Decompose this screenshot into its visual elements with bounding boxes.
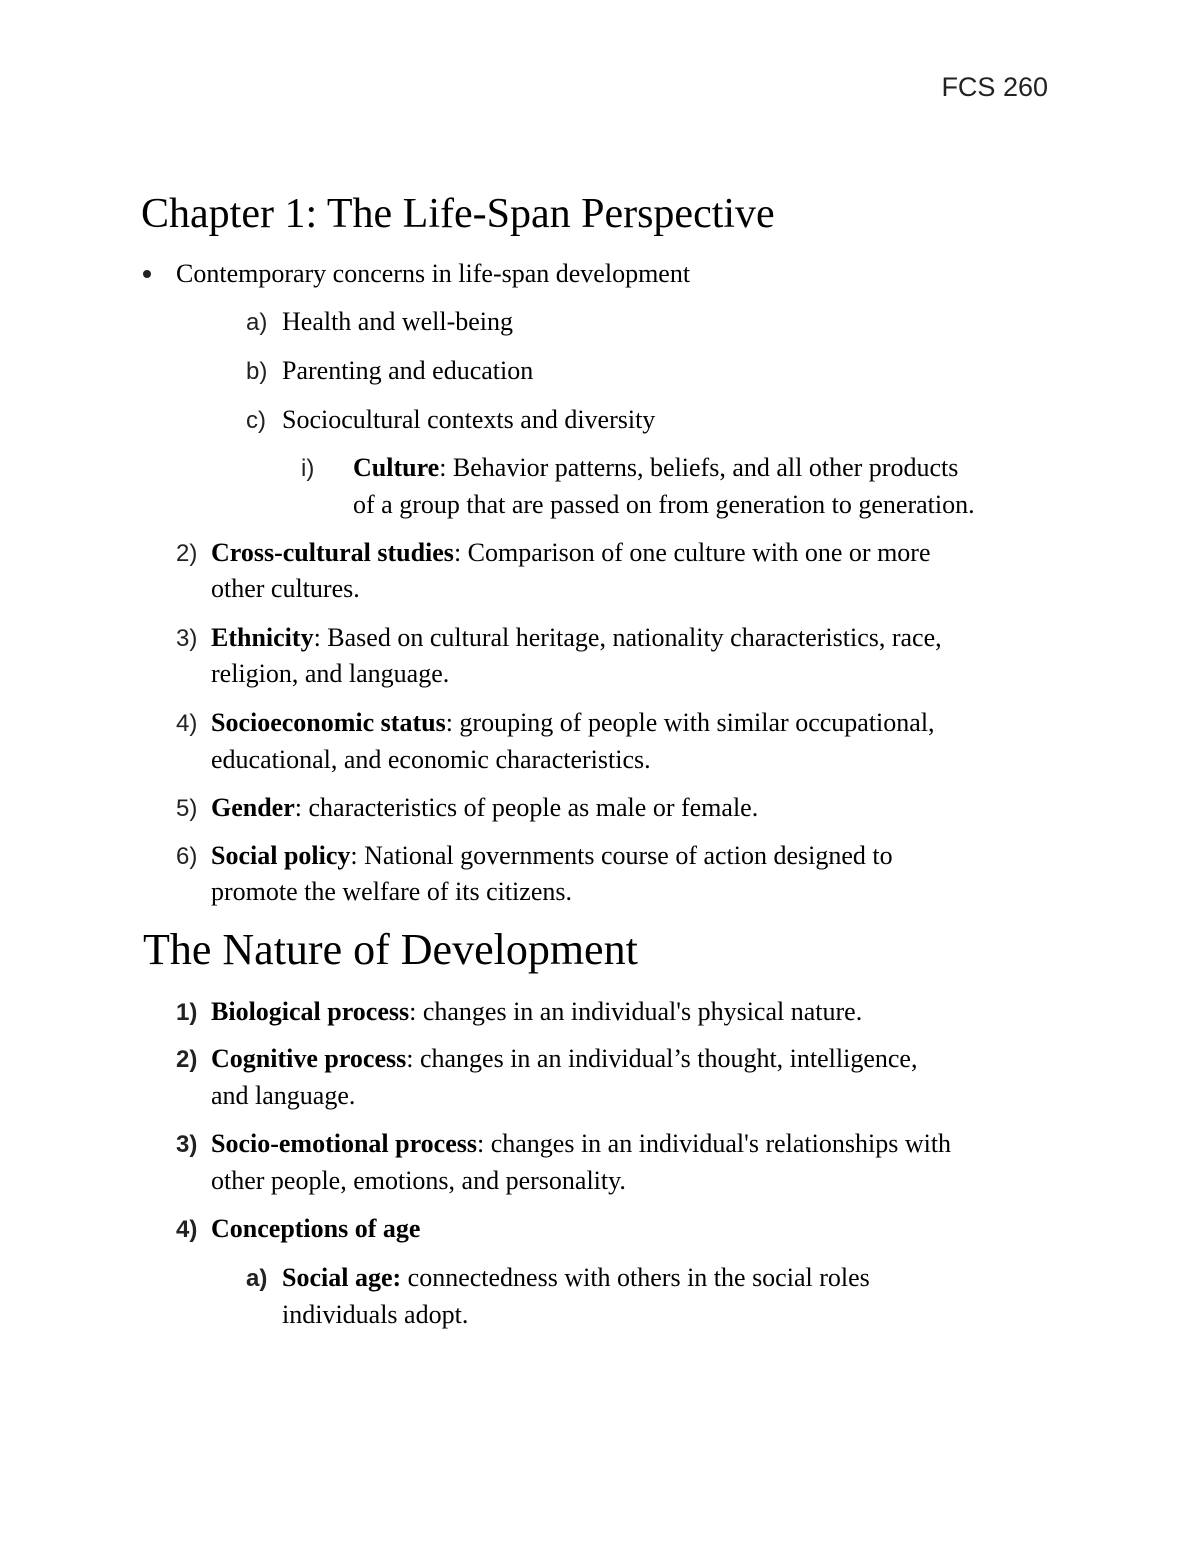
numbered-definition: : National governments course of action designed to (350, 841, 893, 870)
numbered-definition: : grouping of people with similar occupational, (445, 708, 935, 737)
bullet-text: Contemporary concerns in life-span development (176, 259, 691, 288)
numbered-term: Social policy (211, 841, 351, 870)
sub-item-text: Health and well-being (282, 307, 514, 336)
development-term: Cognitive process (211, 1044, 407, 1073)
age-item-term: Social age: (282, 1263, 402, 1292)
numbered-line-1 (211, 620, 942, 656)
sub-item-text: Sociocultural contexts and diversity (282, 405, 656, 434)
numbered-line-2: religion, and language. (211, 659, 450, 688)
bullet-icon (143, 270, 151, 278)
numbered-line-2: promote the welfare of its citizens. (211, 877, 572, 906)
numbered-term: Gender (211, 793, 295, 822)
course-header: FCS 260 (941, 72, 1048, 102)
development-marker: 3) (176, 1131, 198, 1158)
age-item-line-2: individuals adopt. (282, 1300, 469, 1329)
development-line-1 (211, 1126, 951, 1162)
chapter-title: Chapter 1: The Life-Span Perspective (141, 191, 775, 237)
numbered-marker: 2) (176, 540, 198, 567)
numbered-line-2: other cultures. (211, 574, 360, 603)
numbered-line-1 (211, 535, 931, 571)
numbered-definition: : Comparison of one culture with one or more (453, 538, 931, 567)
culture-marker: i) (301, 455, 315, 482)
numbered-term: Cross-cultural studies (211, 538, 454, 567)
development-term: Biological process (211, 997, 410, 1026)
numbered-marker: 3) (176, 625, 198, 652)
numbered-line-1 (211, 790, 758, 826)
numbered-marker: 5) (176, 795, 198, 822)
development-marker: 4) (176, 1216, 198, 1243)
culture-term: Culture (353, 453, 440, 482)
development-line-2: and language. (211, 1081, 356, 1110)
sub-item-marker: b) (246, 358, 268, 385)
age-item-line-1 (282, 1260, 870, 1296)
sub-item-text: Parenting and education (282, 356, 534, 385)
development-line-1 (211, 1041, 917, 1077)
development-definition: : changes in an individual's relationships with (477, 1129, 952, 1158)
development-definition: : changes in an individual’s thought, intelligence, (406, 1044, 918, 1073)
development-definition: : changes in an individual's physical nature. (409, 997, 863, 1026)
sub-item-marker: c) (246, 407, 266, 434)
age-item-definition: connectedness with others in the social roles (401, 1263, 870, 1292)
numbered-term: Ethnicity (211, 623, 314, 652)
numbered-marker: 6) (176, 843, 198, 870)
development-marker: 2) (176, 1046, 198, 1073)
age-item-marker: a) (246, 1265, 268, 1292)
section-title: The Nature of Development (143, 925, 638, 974)
development-term: Socio-emotional process (211, 1129, 477, 1158)
development-line-1 (211, 1211, 420, 1247)
development-term: Conceptions of age (211, 1214, 421, 1243)
numbered-line-2: educational, and economic characteristics. (211, 745, 651, 774)
numbered-line-1 (211, 838, 893, 874)
development-line-1 (211, 994, 862, 1030)
numbered-marker: 4) (176, 710, 198, 737)
numbered-definition: : characteristics of people as male or female. (294, 793, 759, 822)
culture-definition: : Behavior patterns, beliefs, and all other products (439, 453, 959, 482)
development-line-2: other people, emotions, and personality. (211, 1166, 626, 1195)
numbered-line-1 (211, 705, 935, 741)
numbered-definition: : Based on cultural heritage, nationality characteristics, race, (313, 623, 942, 652)
numbered-term: Socioeconomic status (211, 708, 446, 737)
culture-line-2: of a group that are passed on from generation to generation. (353, 490, 975, 519)
development-marker: 1) (176, 999, 198, 1026)
culture-line-1 (353, 450, 958, 486)
sub-item-marker: a) (246, 309, 268, 336)
